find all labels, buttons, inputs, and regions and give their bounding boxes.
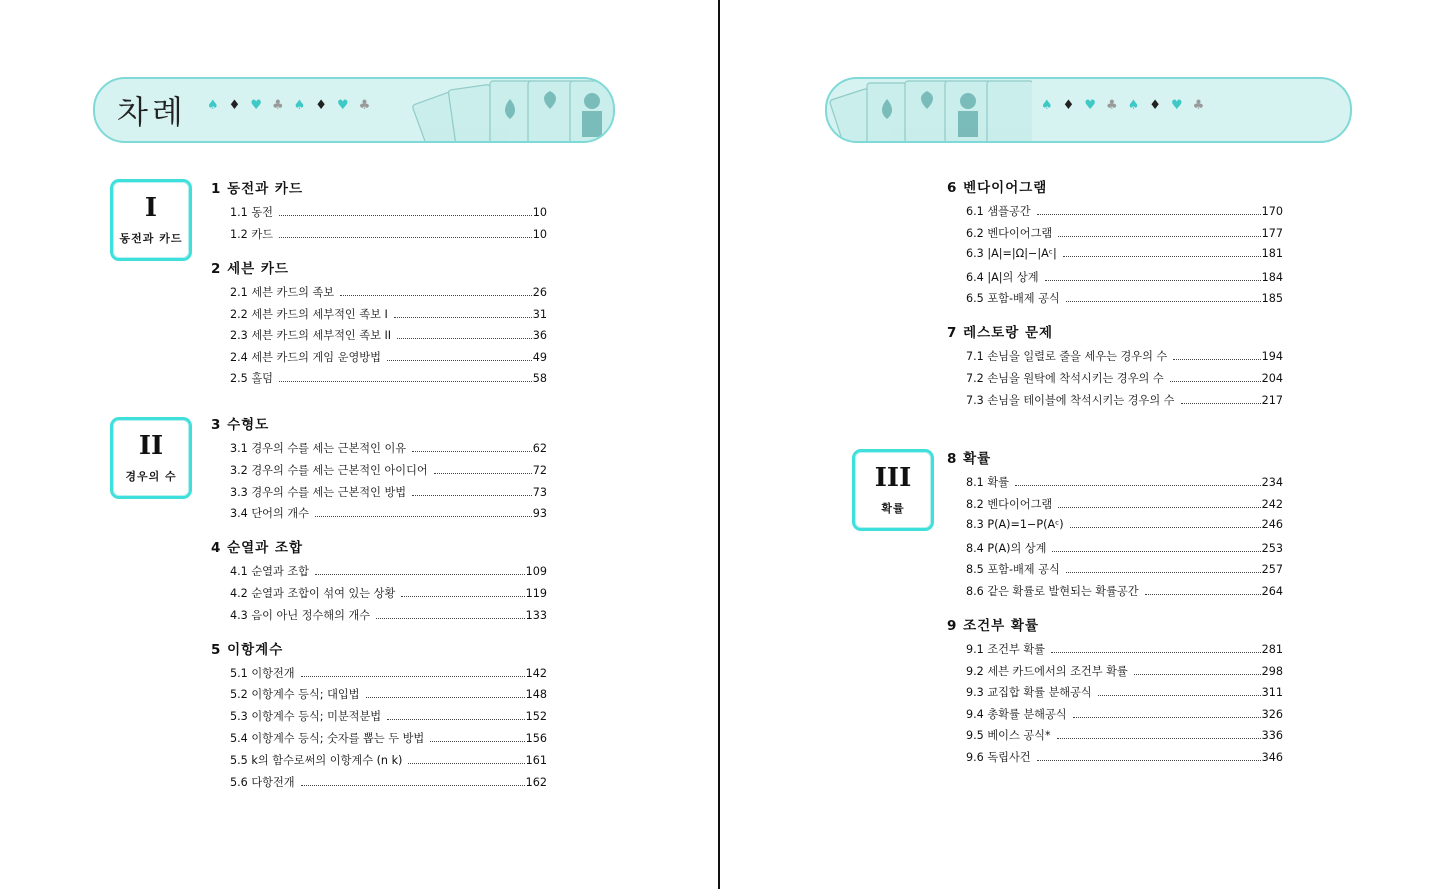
- toc-page-number: 281: [1261, 643, 1283, 656]
- toc-page-number: 58: [532, 372, 547, 385]
- dot-leader: [1173, 359, 1260, 360]
- toc-entry-label: 4.3 음이 아닌 정수해의 개수: [230, 609, 371, 622]
- chapter-title[interactable]: 4 순열과 조합: [211, 540, 303, 556]
- dot-leader: [1058, 507, 1260, 508]
- toc-page-number: 298: [1261, 665, 1283, 678]
- toc-page-number: 346: [1261, 751, 1283, 764]
- toc-page-number: 336: [1261, 729, 1283, 742]
- dot-leader: [1181, 403, 1261, 404]
- part-number: II: [138, 431, 164, 461]
- toc-entry[interactable]: [230, 774, 547, 790]
- chapter-title[interactable]: 6 벤다이어그램: [947, 180, 1048, 196]
- toc-entry[interactable]: [230, 462, 547, 478]
- chapter-title[interactable]: 9 조건부 확률: [947, 618, 1039, 634]
- suit-row-right: [1041, 98, 1214, 113]
- toc-entry[interactable]: [230, 327, 547, 343]
- toc-page-number: 234: [1261, 476, 1283, 489]
- part-number: III: [874, 463, 912, 493]
- dot-leader: [1070, 527, 1261, 528]
- suit-row-left: [207, 98, 380, 113]
- dot-leader: [1045, 280, 1261, 281]
- dot-leader: [412, 495, 532, 496]
- toc-entry-label: 2.3 세븐 카드의 세부적인 족보 II: [230, 329, 392, 342]
- chapter-title[interactable]: 2 세븐 카드: [211, 261, 289, 277]
- toc-entry[interactable]: [230, 284, 547, 300]
- toc-entry-label: 2.1 세븐 카드의 족보: [230, 286, 335, 299]
- toc-entry[interactable]: [966, 706, 1283, 722]
- toc-entry[interactable]: [966, 684, 1283, 700]
- toc-page-number: 31: [532, 308, 547, 321]
- part-label: 확률: [881, 502, 905, 515]
- dot-leader: [1015, 485, 1261, 486]
- toc-page-number: 36: [532, 329, 547, 342]
- toc-page-number: 185: [1261, 292, 1283, 305]
- toc-page-number: 253: [1261, 542, 1283, 555]
- diamond-icon: ♦: [1062, 98, 1085, 113]
- chapter-title[interactable]: 8 확률: [947, 451, 992, 467]
- toc-entry[interactable]: [966, 370, 1283, 386]
- toc-page-number: 161: [525, 754, 547, 767]
- toc-entry[interactable]: [230, 226, 547, 242]
- toc-entry[interactable]: [230, 730, 547, 746]
- toc-entry[interactable]: [230, 370, 547, 386]
- toc-entry[interactable]: [230, 306, 547, 322]
- toc-page-number: 242: [1261, 498, 1283, 511]
- chapter-title[interactable]: 5 이항계수: [211, 642, 284, 658]
- toc-entry[interactable]: [230, 505, 547, 521]
- toc-entry-label: 7.1 손님을 일렬로 줄을 세우는 경우의 수: [966, 350, 1168, 363]
- dot-leader: [387, 360, 532, 361]
- toc-page-number: 170: [1261, 205, 1283, 218]
- toc-entry[interactable]: [966, 518, 1283, 534]
- toc-entry-label: 3.1 경우의 수를 세는 근본적인 이유: [230, 442, 407, 455]
- left-title-banner: [93, 77, 615, 143]
- club-icon: ♣: [271, 98, 294, 113]
- toc-page-number: 326: [1261, 708, 1283, 721]
- toc-entry[interactable]: [966, 727, 1283, 743]
- toc-entry-label: 5.5 k의 함수로써의 이항계수 (n k): [230, 754, 403, 767]
- heart-icon: ♥: [1084, 98, 1106, 113]
- part-box-2[interactable]: [110, 417, 192, 499]
- toc-entry-label: 9.4 총확률 분해공식: [966, 708, 1067, 721]
- diamond-icon: ♦: [228, 98, 251, 113]
- toc-entry-label: 4.1 순열과 조합: [230, 565, 309, 578]
- toc-entry-label: 2.2 세븐 카드의 세부적인 족보 I: [230, 308, 388, 321]
- toc-page-number: 204: [1261, 372, 1283, 385]
- toc-page-number: 62: [532, 442, 547, 455]
- heart-icon: ♥: [250, 98, 272, 113]
- toc-page-number: 246: [1261, 518, 1283, 531]
- toc-entry-label: 5.4 이항계수 등식; 숫자를 뽑는 두 방법: [230, 732, 425, 745]
- toc-entry-label: 3.4 단어의 개수: [230, 507, 309, 520]
- page-title: 차례: [117, 93, 187, 131]
- chapter-title[interactable]: 7 레스토랑 문제: [947, 325, 1054, 341]
- dot-leader: [1037, 760, 1261, 761]
- dot-leader: [434, 473, 532, 474]
- dot-leader: [387, 719, 525, 720]
- dot-leader: [1066, 301, 1261, 302]
- toc-entry[interactable]: [966, 496, 1283, 512]
- dot-leader: [408, 763, 524, 764]
- toc-page-number: 181: [1261, 247, 1283, 260]
- dot-leader: [301, 785, 525, 786]
- toc-entry[interactable]: [230, 484, 547, 500]
- toc-entry-label: 8.3 P(A)=1−P(Aᶜ): [966, 518, 1064, 531]
- toc-entry[interactable]: [966, 225, 1283, 241]
- dot-leader: [315, 516, 532, 517]
- toc-entry[interactable]: [966, 641, 1283, 657]
- toc-page-number: 264: [1261, 585, 1283, 598]
- toc-entry[interactable]: [966, 583, 1283, 599]
- heart-icon: ♥: [1170, 98, 1193, 113]
- toc-page-number: 72: [532, 464, 547, 477]
- toc-entry-label: 7.2 손님을 원탁에 착석시키는 경우의 수: [966, 372, 1164, 385]
- toc-entry[interactable]: [230, 563, 547, 579]
- toc-entry-label: 3.2 경우의 수를 세는 근본적인 아이디어: [230, 464, 428, 477]
- toc-entry[interactable]: [966, 663, 1283, 679]
- toc-entry[interactable]: [966, 290, 1283, 306]
- toc-entry[interactable]: [230, 585, 547, 601]
- dot-leader: [279, 215, 532, 216]
- toc-entry[interactable]: [966, 540, 1283, 556]
- toc-entry-label: 1.2 카드: [230, 228, 273, 241]
- toc-entry-label: 2.4 세븐 카드의 게임 운영방법: [230, 351, 381, 364]
- toc-entry-label: 7.3 손님을 테이블에 착석시키는 경우의 수: [966, 394, 1175, 407]
- toc-entry-label: 6.4 |A|의 상계: [966, 271, 1039, 284]
- toc-entry[interactable]: [966, 561, 1283, 577]
- page-divider: [718, 0, 720, 889]
- toc-entry-label: 8.5 포함-배제 공식: [966, 563, 1060, 576]
- toc-entry-label: 9.5 베이스 공식*: [966, 729, 1051, 742]
- dot-leader: [430, 741, 524, 742]
- toc-entry[interactable]: [966, 203, 1283, 219]
- dot-leader: [279, 381, 532, 382]
- dot-leader: [1051, 652, 1261, 653]
- diamond-icon: ♦: [1149, 98, 1171, 113]
- dot-leader: [315, 574, 525, 575]
- toc-entry[interactable]: [966, 749, 1283, 765]
- toc-page-number: 156: [525, 732, 547, 745]
- toc-entry-label: 5.2 이항계수 등식; 대입법: [230, 688, 360, 701]
- dot-leader: [1170, 381, 1261, 382]
- part-label: 경우의 수: [125, 470, 177, 483]
- toc-page-number: 119: [525, 587, 547, 600]
- toc-entry[interactable]: [230, 752, 547, 768]
- spade-icon: ♠: [1127, 98, 1150, 113]
- dot-leader: [1098, 695, 1261, 696]
- toc-entry[interactable]: [230, 686, 547, 702]
- club-icon: ♣: [358, 98, 381, 113]
- dot-leader: [1037, 214, 1261, 215]
- toc-page-number: 152: [525, 710, 547, 723]
- dot-leader: [1057, 738, 1261, 739]
- toc-entry-label: 6.5 포함-배제 공식: [966, 292, 1060, 305]
- dot-leader: [1073, 717, 1261, 718]
- toc-page-number: 73: [532, 486, 547, 499]
- toc-page-number: 148: [525, 688, 547, 701]
- toc-entry-label: 8.6 같은 확률로 발현되는 확률공간: [966, 585, 1139, 598]
- toc-entry[interactable]: [966, 269, 1283, 285]
- dot-leader: [1058, 236, 1260, 237]
- toc-entry-label: 5.1 이항전개: [230, 667, 295, 680]
- dot-leader: [1052, 551, 1260, 552]
- toc-entry[interactable]: [230, 204, 547, 220]
- part-number: I: [144, 193, 158, 223]
- toc-entry-label: 6.3 |A|=|Ω|−|Aᶜ|: [966, 247, 1057, 260]
- toc-entry[interactable]: [230, 708, 547, 724]
- toc-page-number: 257: [1261, 563, 1283, 576]
- dot-leader: [1066, 572, 1261, 573]
- toc-page-number: 93: [532, 507, 547, 520]
- dot-leader: [340, 295, 532, 296]
- dot-leader: [394, 317, 532, 318]
- dot-leader: [397, 338, 532, 339]
- club-icon: ♣: [1192, 98, 1215, 113]
- toc-entry[interactable]: [966, 247, 1283, 263]
- toc-page-number: 217: [1261, 394, 1283, 407]
- toc-entry-label: 4.2 순열과 조합이 섞여 있는 상황: [230, 587, 396, 600]
- dot-leader: [301, 676, 525, 677]
- toc-page-number: 142: [525, 667, 547, 680]
- dot-leader: [401, 596, 524, 597]
- toc-entry-label: 3.3 경우의 수를 세는 근본적인 방법: [230, 486, 407, 499]
- toc-entry-label: 8.1 확률: [966, 476, 1009, 489]
- part-label: 동전과 카드: [119, 232, 183, 245]
- dot-leader: [1063, 256, 1261, 257]
- toc-entry[interactable]: [966, 392, 1283, 408]
- diamond-icon: ♦: [315, 98, 337, 113]
- dot-leader: [412, 451, 532, 452]
- dot-leader: [279, 237, 532, 238]
- playing-cards-illustration: [410, 79, 615, 141]
- club-icon: ♣: [1105, 98, 1128, 113]
- toc-page-number: 109: [525, 565, 547, 578]
- playing-cards-illustration: [827, 79, 1032, 141]
- chapter-title[interactable]: 1 동전과 카드: [211, 181, 303, 197]
- dot-leader: [376, 618, 525, 619]
- toc-page-number: 49: [532, 351, 547, 364]
- toc-page-number: 133: [525, 609, 547, 622]
- toc-entry-label: 6.2 벤다이어그램: [966, 227, 1053, 240]
- toc-entry[interactable]: [230, 349, 547, 365]
- dot-leader: [1134, 674, 1261, 675]
- toc-entry[interactable]: [966, 348, 1283, 364]
- toc-entry-label: 5.6 다항전개: [230, 776, 295, 789]
- toc-entry[interactable]: [966, 474, 1283, 490]
- toc-entry-label: 9.1 조건부 확률: [966, 643, 1045, 656]
- toc-page-number: 177: [1261, 227, 1283, 240]
- right-title-banner: [825, 77, 1352, 143]
- toc-page-number: 162: [525, 776, 547, 789]
- toc-page-number: 10: [532, 206, 547, 219]
- dot-leader: [366, 697, 525, 698]
- toc-entry-label: 9.3 교집합 확률 분해공식: [966, 686, 1092, 699]
- toc-page-number: 184: [1261, 271, 1283, 284]
- toc-page-number: 311: [1261, 686, 1283, 699]
- part-box-1[interactable]: [110, 179, 192, 261]
- toc-entry-label: 9.2 세븐 카드에서의 조건부 확률: [966, 665, 1128, 678]
- toc-entry[interactable]: [230, 665, 547, 681]
- spade-icon: ♠: [293, 98, 316, 113]
- toc-entry[interactable]: [230, 607, 547, 623]
- toc-page-number: 10: [532, 228, 547, 241]
- toc-entry-label: 2.5 홀덤: [230, 372, 273, 385]
- heart-icon: ♥: [336, 98, 359, 113]
- toc-page-number: 194: [1261, 350, 1283, 363]
- toc-entry-label: 9.6 독립사건: [966, 751, 1031, 764]
- part-box-3[interactable]: [852, 449, 934, 531]
- toc-entry-label: 8.2 벤다이어그램: [966, 498, 1053, 511]
- chapter-title[interactable]: 3 수형도: [211, 417, 270, 433]
- spade-icon: ♠: [207, 98, 229, 113]
- dot-leader: [1145, 594, 1261, 595]
- toc-page-number: 26: [532, 286, 547, 299]
- toc-entry-label: 8.4 P(A)의 상계: [966, 542, 1047, 555]
- toc-entry-label: 5.3 이항계수 등식; 미분적분법: [230, 710, 382, 723]
- toc-entry-label: 6.1 샘플공간: [966, 205, 1031, 218]
- toc-entry-label: 1.1 동전: [230, 206, 273, 219]
- toc-entry[interactable]: [230, 440, 547, 456]
- spade-icon: ♠: [1041, 98, 1063, 113]
